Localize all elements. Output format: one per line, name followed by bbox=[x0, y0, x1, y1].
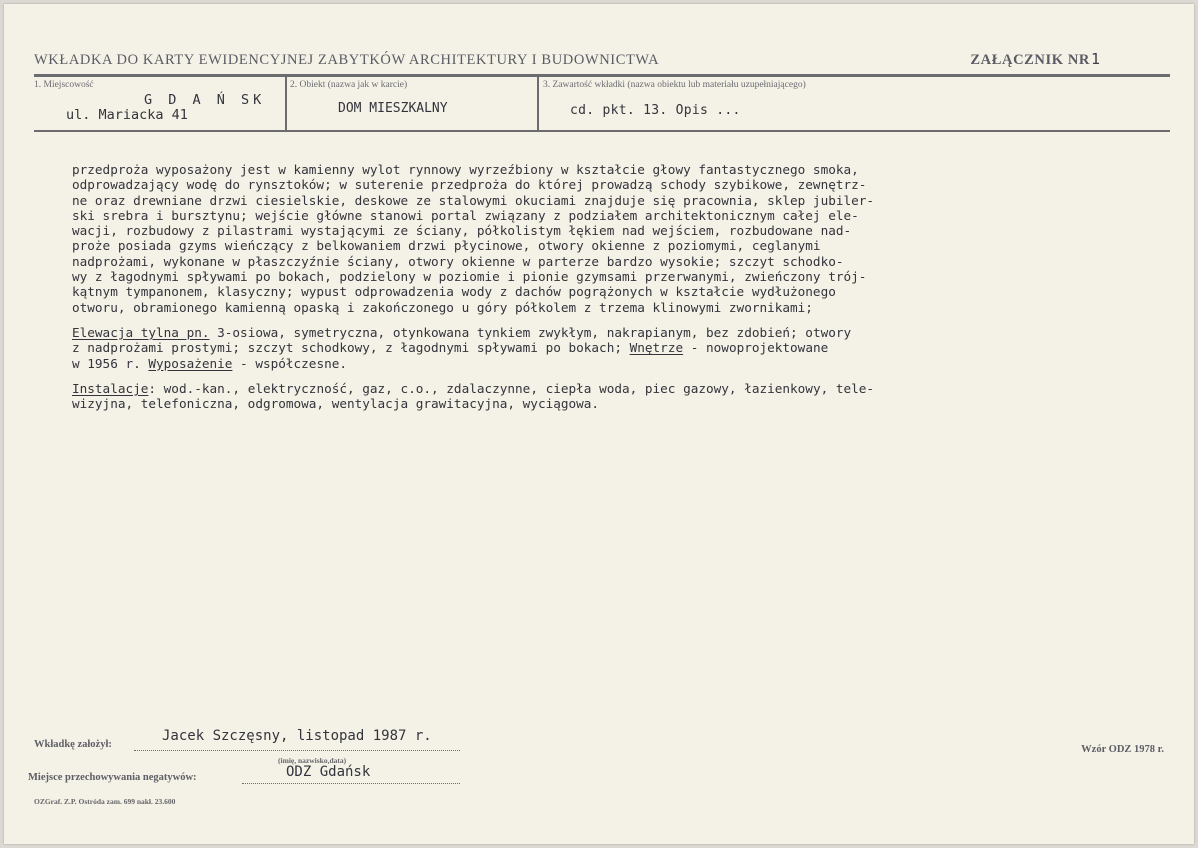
contents-label: 3. Zawartość wkładki (nazwa obiektu lub materiału uzupełniającego) bbox=[543, 80, 806, 90]
form-model: Wzór ODZ 1978 r. bbox=[1081, 744, 1164, 755]
installations-text: : wod.-kan., elektryczność, gaz, c.o., zdalaczynne, ciepła woda, piec gazowy, łazienkowy, tele- wizyjna, telefoniczna, odgromowa, wentylacja grawitacyjna, wyciągowa. bbox=[72, 380, 875, 412]
rear-elevation-heading: Elewacja tylna pn. bbox=[72, 324, 210, 340]
contents-value: cd. pkt. 13. Opis ... bbox=[570, 103, 741, 118]
rear-elevation-text: 3-osiowa, symetryczna, otynkowana tynkiem zwykłym, nakrapianym, bez zdobień; otwory z nadprożami prostymi; szczyt schodkowy, z łagodnymi spływami po bokach; bbox=[72, 324, 852, 356]
header-rule bbox=[34, 74, 1170, 77]
author-dotline bbox=[134, 750, 460, 751]
object-label: 2. Obiekt (nazwa jak w karcie) bbox=[290, 80, 408, 90]
author-note: (imię, nazwisko,data) bbox=[278, 756, 347, 765]
interior-heading: Wnętrze bbox=[629, 340, 684, 356]
object-value: DOM MIESZKALNY bbox=[338, 101, 448, 116]
locality-city: G D A Ń SK bbox=[144, 92, 266, 108]
record-card bbox=[4, 4, 1194, 844]
printer-imprint: OZGraf. Z.P. Ostróda zam. 699 nakł. 23.600 bbox=[34, 797, 176, 806]
interior-text: - nowoprojektowane w 1956 r. bbox=[72, 340, 829, 371]
form-title: WKŁADKA DO KARTY EWIDENCYJNEJ ZABYTKÓW ARCHITEKTURY I BUDOWNICTWA bbox=[34, 52, 660, 68]
negatives-value: ODZ Gdańsk bbox=[286, 764, 371, 780]
fields-rule bbox=[34, 130, 1170, 132]
locality-label: 1. Miejscowość bbox=[34, 80, 94, 90]
equipment-heading: Wyposażenie bbox=[148, 355, 233, 371]
installations-heading: Instalacje bbox=[72, 380, 149, 396]
equipment-text: - współczesne. bbox=[232, 355, 347, 371]
field-divider-1 bbox=[285, 77, 287, 130]
description-paragraph-rear bbox=[72, 325, 1152, 371]
negatives-dotline bbox=[242, 783, 460, 784]
locality-street: ul. Mariacka 41 bbox=[66, 107, 188, 123]
description-paragraph-facade: przedproża wyposażony jest w kamienny wylot rynnowy wyrzeźbiony w kształcie głowy fantastycznego smoka, odprowadzający wodę do rynsztoków; w suterenie przedproża do której prowadzą schody szybikowe, zewnętrz- ne oraz drewniane drzwi ciesielskie, deskowe ze stalowymi okuciami znajduje się pracownia, sklep jubiler- ski srebra i bursztynu; wejście główne stanowi portal związany z podziałem architektonicznym całej ele- wacji, rozbudowy z pilastrami wystającymi ze ściany, półkolistym łękiem nad wejściem, rozbudowane nad- proże posiada gzyms wieńczący z belkowaniem drzwi płycinowe, otwory okienne z poziomymi, ceglanymi nadprożami, wykonane w płaszczyźnie ściany, otwory okienne w parterze bardzo wysokie; szczyt schodko- wy z łagodnymi spływami po bokach, podzielony w poziomie i pionie gzymsami przerwanymi, zwieńczony trój- kątnym tympanonem, klasyczny; wypust odprowadzenia wody z dachów pogrążonych w kształcie wydłużonego otworu, obramionego kamienną opaską i zakończonego u góry półkolem z trzema klinowymi zwornikami; bbox=[72, 162, 875, 315]
field-divider-2 bbox=[537, 77, 539, 130]
author-label: Wkładkę założył: bbox=[34, 739, 112, 750]
description-body bbox=[72, 162, 1152, 421]
author-value: Jacek Szczęsny, listopad 1987 r. bbox=[162, 728, 432, 744]
attachment-number: 1 bbox=[1090, 50, 1100, 68]
attachment-label: ZAŁĄCZNIK NR bbox=[970, 52, 1090, 68]
negatives-label: Miejsce przechowywania negatywów: bbox=[28, 772, 197, 783]
description-paragraph-installations bbox=[72, 381, 1152, 412]
